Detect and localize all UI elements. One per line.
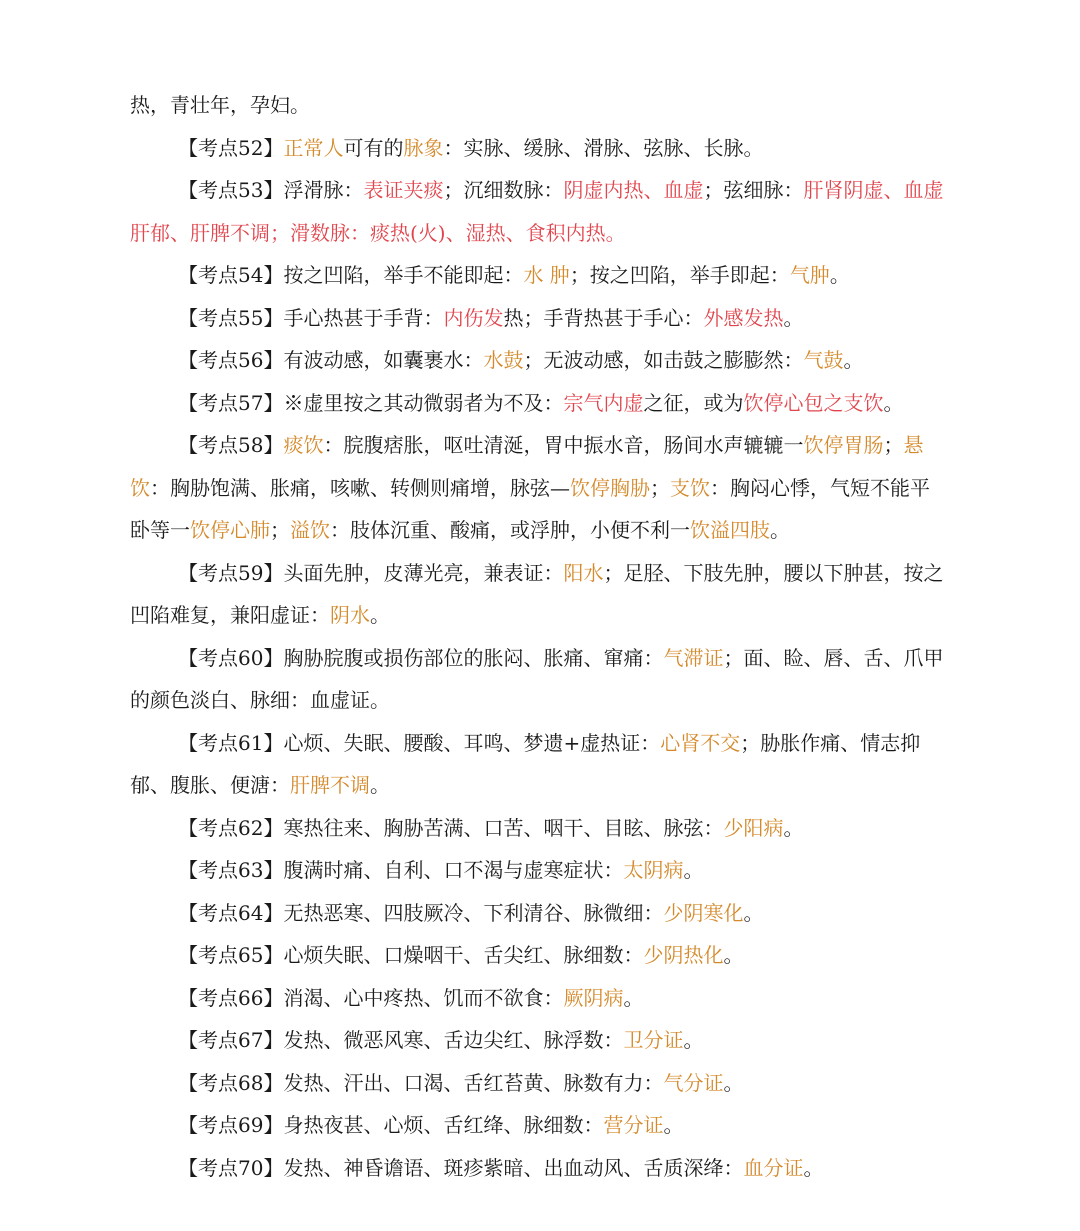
highlight-text: 正常人 <box>283 135 344 160</box>
body-text: ；沉细数脉： <box>443 178 564 202</box>
paragraph-kaodian-69 <box>130 1104 948 1147</box>
paragraph-kaodian-61 <box>130 722 948 807</box>
body-text: ； <box>883 433 904 457</box>
highlight-text: 少阴热化 <box>643 943 724 967</box>
paragraph-kaodian-58 <box>130 424 948 552</box>
highlight-text: 气鼓 <box>803 348 844 372</box>
highlight-text: 痰饮 <box>283 433 324 457</box>
paragraph-kaodian-67 <box>130 1019 948 1062</box>
highlight-text: 水 肿 <box>523 263 570 287</box>
paragraph-kaodian-70 <box>130 1147 948 1190</box>
paragraph-kaodian-55 <box>130 297 948 340</box>
body-text: ：实脉、缓脉、滑脉、弦脉、长脉。 <box>443 135 764 160</box>
highlight-text: 饮停心肺 <box>190 518 270 542</box>
body-text: 。 <box>370 773 390 797</box>
highlight-text: 饮停胃肠 <box>803 433 884 457</box>
highlight-text: 少阴寒化 <box>663 900 744 925</box>
body-text: 热；手背热甚于手心： <box>503 305 704 330</box>
paragraph-line-continued <box>130 84 948 127</box>
document-page <box>130 84 948 1189</box>
body-text: 【考点58】 <box>178 433 284 457</box>
paragraph-kaodian-54 <box>130 254 948 297</box>
body-text: 【考点57】※虚里按之其动微弱者为不及： <box>178 390 564 415</box>
highlight-text: 饮停心包之支饮 <box>743 390 884 415</box>
body-text: 【考点52】 <box>178 135 284 160</box>
body-text: ：脘腹痞胀，呕吐清涎，胃中振水音，肠间水声辘辘一 <box>323 433 804 457</box>
highlight-text: 厥阴病 <box>563 985 624 1010</box>
highlight-text: 卫分证 <box>623 1028 684 1052</box>
highlight-text: 水鼓 <box>483 348 524 372</box>
paragraph-kaodian-68 <box>130 1062 948 1105</box>
body-text: 【考点63】腹满时痛、自利、口不渴与虚寒症状： <box>178 858 624 882</box>
highlight-text: 悬饮 <box>130 433 924 500</box>
body-text: 【考点69】身热夜甚、心烦、舌红绛、脉细数： <box>178 1113 604 1137</box>
highlight-text: 内伤发 <box>443 305 504 330</box>
body-text: 之征，或为 <box>643 390 744 415</box>
body-text: 【考点54】按之凹陷，举手不能即起： <box>178 263 524 287</box>
paragraph-kaodian-52 <box>130 127 948 170</box>
body-text: 。 <box>783 815 804 840</box>
highlight-text: 阴虚内热、血虚 <box>563 178 704 202</box>
body-text: ：胸闷心悸，气短不能平卧等一 <box>130 475 930 542</box>
body-text: ； <box>270 518 290 542</box>
paragraph-kaodian-59 <box>130 552 948 637</box>
body-text: 可有的 <box>343 135 404 160</box>
body-text: 【考点60】胸胁脘腹或损伤部位的胀闷、胀痛、窜痛： <box>178 645 664 670</box>
body-text: 。 <box>683 858 704 882</box>
body-text: 。 <box>770 518 790 542</box>
paragraph-kaodian-64 <box>130 892 948 935</box>
paragraph-kaodian-57 <box>130 382 948 425</box>
body-text: 【考点68】发热、汗出、口渴、舌红苔黄、脉数有力： <box>178 1070 664 1095</box>
highlight-text: 脉象 <box>403 135 444 160</box>
body-text: 。 <box>743 900 764 925</box>
paragraph-kaodian-63 <box>130 849 948 892</box>
highlight-text: 饮停胸胁 <box>570 475 650 500</box>
highlight-text: 阳水 <box>563 560 604 585</box>
highlight-text: 支饮 <box>670 475 710 500</box>
highlight-text: 肝脾不调 <box>290 773 370 797</box>
highlight-text: 少阳病 <box>723 815 784 840</box>
highlight-text: 饮溢四肢 <box>690 518 770 542</box>
body-text: 【考点55】手心热甚于手背： <box>178 305 444 330</box>
body-text: ：胸胁饱满、胀痛，咳嗽、转侧则痛增，脉弦— <box>150 475 570 500</box>
body-text: 【考点70】发热、神昏谵语、斑疹紫暗、出血动风、舌质深绛： <box>178 1155 744 1180</box>
paragraph-kaodian-62 <box>130 807 948 850</box>
highlight-text: 外感发热 <box>703 305 784 330</box>
body-text: 。 <box>663 1113 684 1137</box>
body-text: 热，青壮年，孕妇。 <box>130 93 310 117</box>
body-text: 。 <box>623 985 644 1010</box>
paragraph-kaodian-53 <box>130 169 948 254</box>
body-text: 【考点65】心烦失眠、口燥咽干、舌尖红、脉细数： <box>178 943 644 967</box>
body-text: 【考点62】寒热往来、胸胁苦满、口苦、咽干、目眩、脉弦： <box>178 815 724 840</box>
body-text: 。 <box>723 1070 744 1095</box>
body-text: ；面、睑、唇、舌、爪甲的颜色淡白、脉细：血虚证。 <box>130 645 944 712</box>
highlight-text: 气分证 <box>663 1070 724 1095</box>
body-text: 。 <box>843 348 864 372</box>
paragraph-kaodian-56 <box>130 339 948 382</box>
body-text: 【考点59】头面先肿，皮薄光亮，兼表证： <box>178 560 564 585</box>
highlight-text: 气肿 <box>789 263 830 287</box>
body-text: 。 <box>883 390 904 415</box>
body-text: ；按之凹陷，举手即起： <box>569 263 790 287</box>
body-text: 。 <box>723 943 744 967</box>
highlight-text: 太阴病 <box>623 858 684 882</box>
highlight-text: 表证夹痰 <box>363 178 444 202</box>
body-text: 。 <box>783 305 804 330</box>
body-text: ； <box>650 475 670 500</box>
highlight-text: 气滞证 <box>663 645 724 670</box>
highlight-text: 心肾不交 <box>660 730 741 755</box>
highlight-text: 宗气内虚 <box>563 390 644 415</box>
body-text: ：肢体沉重、酸痛，或浮肿，小便不利一 <box>330 518 690 542</box>
body-text: 【考点56】有波动感，如囊裹水： <box>178 348 484 372</box>
highlight-text: 阴水 <box>330 603 370 627</box>
body-text: 【考点64】无热恶寒、四肢厥冷、下利清谷、脉微细： <box>178 900 664 925</box>
paragraph-kaodian-60 <box>130 637 948 722</box>
highlight-text: 溢饮 <box>290 518 330 542</box>
body-text: 。 <box>683 1028 704 1052</box>
paragraph-kaodian-65 <box>130 934 948 977</box>
body-text: ；弦细脉： <box>703 178 804 202</box>
body-text: ；胁胀作痛、情志抑郁、腹胀、便溏： <box>130 730 921 797</box>
body-text: 。 <box>370 603 390 627</box>
paragraph-kaodian-66 <box>130 977 948 1020</box>
highlight-text: 血分证 <box>743 1155 804 1180</box>
body-text: 【考点53】浮滑脉： <box>178 178 364 202</box>
body-text: 。 <box>829 263 850 287</box>
body-text: 。 <box>803 1155 824 1180</box>
highlight-text: 肝肾阴虚、血虚肝郁、肝脾不调；滑数脉：痰热(火)、湿热、食积内热。 <box>130 178 944 245</box>
body-text: 【考点66】消渴、心中疼热、饥而不欲食： <box>178 985 564 1010</box>
body-text: ；无波动感，如击鼓之膨膨然： <box>523 348 804 372</box>
body-text: ；足胫、下肢先肿，腰以下肿甚，按之凹陷难复，兼阳虚证： <box>130 560 944 627</box>
highlight-text: 营分证 <box>603 1113 664 1137</box>
body-text: 【考点61】心烦、失眠、腰酸、耳鸣、梦遗+虚热证： <box>178 730 661 755</box>
body-text: 【考点67】发热、微恶风寒、舌边尖红、脉浮数： <box>178 1028 624 1052</box>
